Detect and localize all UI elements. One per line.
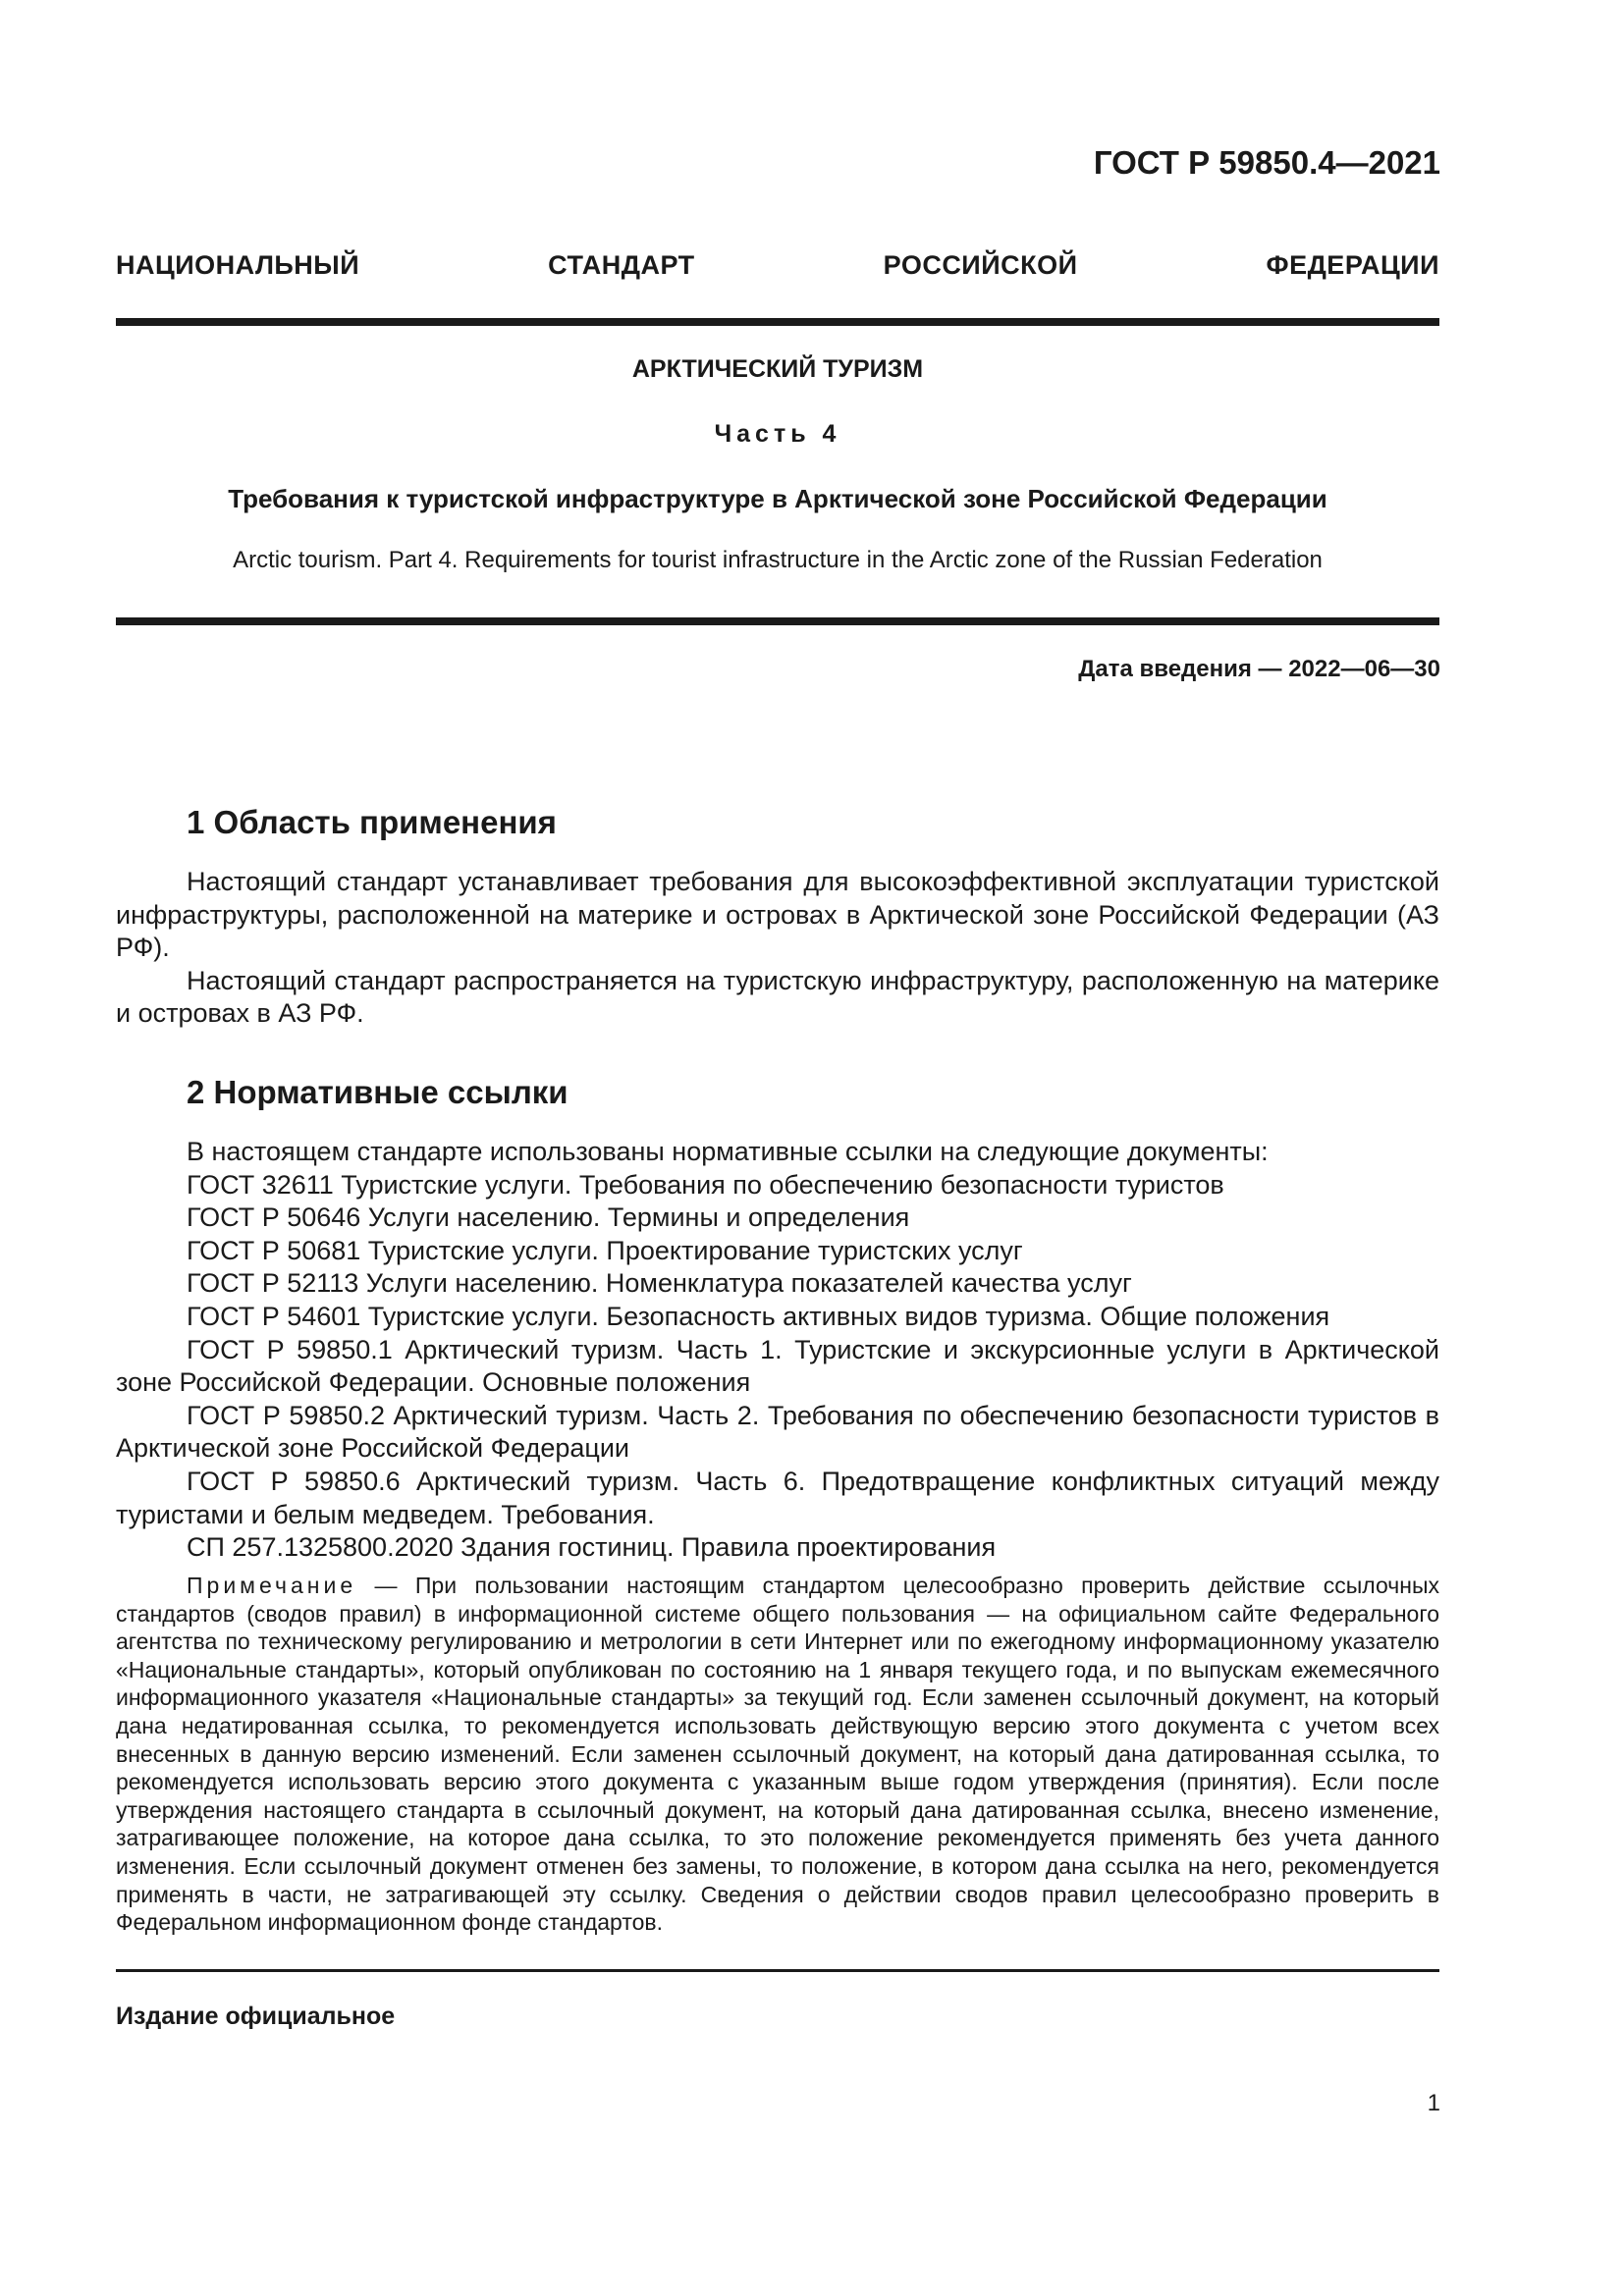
section-2-body [116, 1136, 1439, 1565]
national-standard-title: НАЦИОНАЛЬНЫЙ СТАНДАРТ РОССИЙСКОЙ ФЕДЕРАЦИИ [116, 250, 1439, 280]
introduction-date: Дата введения — 2022—06—30 [1078, 656, 1440, 682]
paragraph: Настоящий стандарт устанавливает требования для высокоэффективной эксплуатации туристской инфраструктуры, расположенной на материке и островах в Арктической зоне Российской Федерации (АЗ РФ). [116, 867, 1439, 963]
official-edition-label: Издание официальное [116, 2002, 396, 2030]
note-block [116, 1572, 1439, 1937]
document-part: Часть 4 [714, 420, 841, 448]
reference-item: ГОСТ Р 59850.6 Арктический туризм. Часть 6. Предотвращение конфликтных ситуаций между туристами и белым медведем. Требования. [116, 1466, 1439, 1529]
standard-number: ГОСТ Р 59850.4—2021 [1093, 144, 1440, 181]
note-text: — При пользовании настоящим стандартом целесообразно проверить действие ссылочных стандартов (сводов правил) в информационной системе общего пользования — на официальном сайте Федерального агентства по техническому регулированию и метрологии в сети Интернет или по ежегодному информационному указателю «Национальные стандарты», который опубликован по состоянию на 1 января текущего года, и по выпускам ежемесячного информационного указателя «Национальные стандарты» за текущий год. Если заменен ссылочный документ, на который дана недатированная ссылка, то рекомендуется использовать действующую версию этого документа с учетом всех внесенных в данную версию изменений. Если заменен ссылочный документ, на который дана датированная ссылка, то рекомендуется использовать версию этого документа с указанным выше годом утверждения (принятия). Если после утверждения настоящего стандарта в ссылочный документ, на который дана датированная ссылка, внесено изменение, затрагивающее положение, на которое дана ссылка, то это положение рекомендуется применять без учета данного изменения. Если ссылочный документ отменен без замены, то положение, в котором дана ссылка на него, рекомендуется применять в части, не затрагивающей эту ссылку. Сведения о действии сводов правил целесообразно проверить в Федеральном информационном фонде стандартов. [116, 1573, 1439, 1936]
note-label: Примечание [187, 1573, 357, 1598]
document-subtitle: Требования к туристской инфраструктуре в Арктической зоне Российской Федерации [228, 484, 1327, 513]
section-2-heading: 2 Нормативные ссылки [187, 1074, 568, 1110]
header-rule [116, 318, 1439, 326]
paragraph: Настоящий стандарт распространяется на туристскую инфраструктуру, расположенную на материке и островах в АЗ РФ. [116, 965, 1439, 1029]
reference-item: ГОСТ Р 50681 Туристские услуги. Проектирование туристских услуг [187, 1235, 1023, 1265]
reference-item: ГОСТ Р 54601 Туристские услуги. Безопасность активных видов туризма. Общие положения [187, 1301, 1330, 1331]
reference-item: ГОСТ Р 52113 Услуги населению. Номенклатура показателей качества услуг [187, 1268, 1132, 1299]
paragraph: В настоящем стандарте использованы нормативные ссылки на следующие документы: [187, 1137, 1269, 1166]
document-title: АРКТИЧЕСКИЙ ТУРИЗМ [631, 355, 924, 383]
reference-item: ГОСТ Р 59850.1 Арктический туризм. Часть 1. Туристские и экскурсионные услуги в Арктической зоне Российской Федерации. Основные положения [116, 1334, 1439, 1398]
reference-item: СП 257.1325800.2020 Здания гостиниц. Правила проектирования [187, 1532, 997, 1563]
footer-rule [116, 1969, 1439, 1972]
section-1-body [116, 866, 1439, 1031]
note-paragraph [116, 1572, 1439, 1937]
section-1-heading: 1 Область применения [187, 804, 557, 840]
reference-item: ГОСТ Р 50646 Услуги населению. Термины и определения [187, 1202, 910, 1233]
reference-item: ГОСТ 32611 Туристские услуги. Требования по обеспечению безопасности туристов [187, 1169, 1224, 1200]
english-title: Arctic tourism. Part 4. Requirements for tourist infrastructure in the Arctic zone of the Russian Federation [233, 547, 1323, 573]
page-number: 1 [1427, 2090, 1440, 2116]
reference-item: ГОСТ Р 59850.2 Арктический туризм. Часть 2. Требования по обеспечению безопасности туристов в Арктической зоне Российской Федерации [116, 1400, 1439, 1464]
title-rule [116, 617, 1439, 625]
